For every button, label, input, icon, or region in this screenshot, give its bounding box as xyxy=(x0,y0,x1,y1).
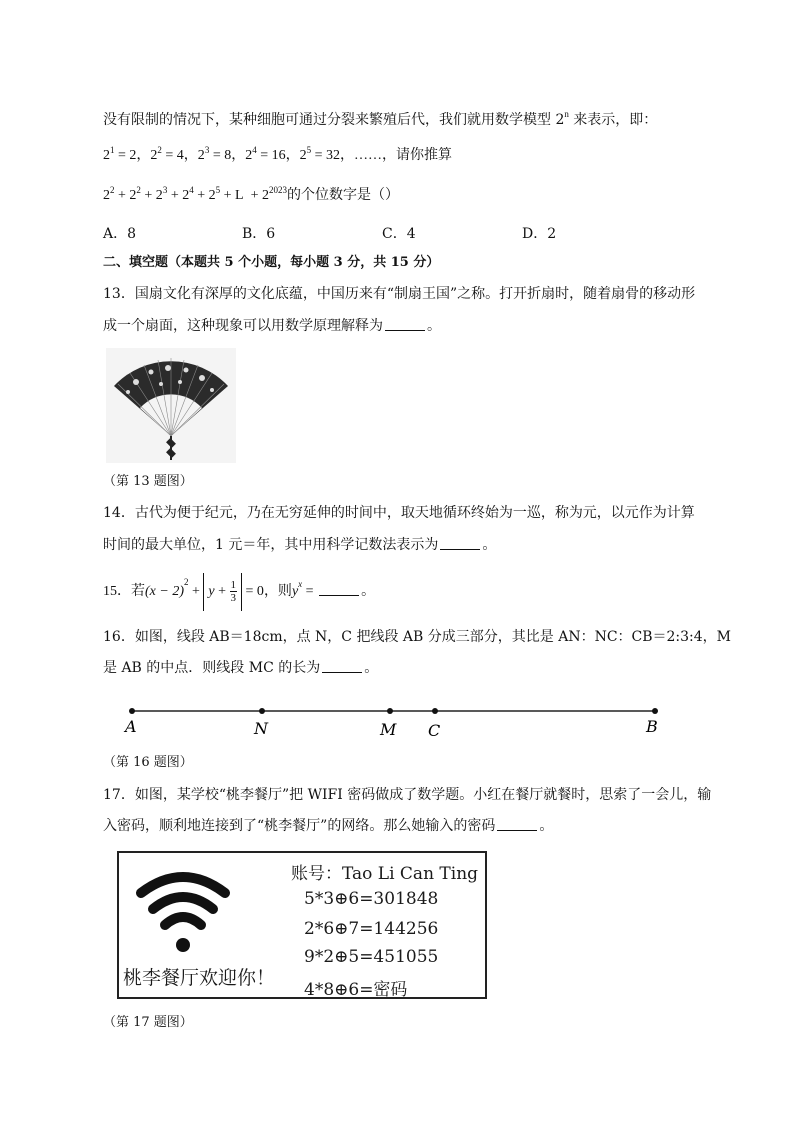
answer-blank[interactable] xyxy=(385,318,425,331)
q16-line1: 16．如图，线段 AB＝18cm，点 N，C 把线段 AB 分成三部分，其比是 AN：NC：CB＝2:3:4，M xyxy=(103,629,732,645)
q13-line2 xyxy=(103,316,441,336)
point-a-dot xyxy=(129,708,135,714)
q13-caption: （第 13 题图） xyxy=(103,474,193,489)
q14-line2 xyxy=(103,535,496,555)
equation-row: 2*6⊕7=144256 xyxy=(304,919,439,939)
q17-caption: （第 17 题图） xyxy=(103,1015,193,1030)
q17-line1: 17．如图，某学校“桃李餐厅”把 WIFI 密码做成了数学题。小红在餐厅就餐时，思索了一会儿，输 xyxy=(103,787,712,803)
q15-prefix: 15．若 xyxy=(103,584,145,599)
answer-blank[interactable] xyxy=(440,537,480,550)
term: = 32，……，请你推算 xyxy=(311,148,453,163)
point-c-dot xyxy=(432,708,438,714)
q15-line: 15．若$(x - 2)^2 + y$ + $\frac{1}{3}$ = 0，则$y^x$ = 。 xyxy=(103,572,375,612)
option-a[interactable]: A．8 xyxy=(103,226,137,242)
q14-text: 时间的最大单位，1 元＝年，其中用科学记数法表示为 xyxy=(103,537,439,553)
answer-blank[interactable] xyxy=(497,818,537,831)
term: = 8，2 xyxy=(209,148,253,163)
term: = 2，2 xyxy=(114,148,158,163)
term: = 4，2 xyxy=(161,148,205,163)
option-b[interactable]: B．6 xyxy=(242,226,276,242)
punct: 。 xyxy=(427,318,441,334)
answer-blank[interactable] xyxy=(319,583,359,596)
label-m: M xyxy=(380,720,397,739)
option-d[interactable]: D．2 xyxy=(522,226,557,242)
q14-line1: 14．古代为便于纪元，乃在无穷延伸的时间中，取天地循环终始为一巡，称为元，以元作为计算 xyxy=(103,505,695,521)
line-segment-figure xyxy=(110,692,680,742)
q17-text: 入密码，顺利地连接到了“桃李餐厅”的网络。那么她输入的密码 xyxy=(103,818,496,834)
label-c: C xyxy=(428,721,441,740)
q12-line2 xyxy=(103,146,452,166)
exp: 2 xyxy=(157,145,162,155)
q16-caption: （第 16 题图） xyxy=(103,755,193,770)
point-m-dot xyxy=(387,708,393,714)
label-n: N xyxy=(254,719,268,738)
q13-text: 成一个扇面，这种现象可以用数学原理解释为 xyxy=(103,318,383,334)
welcome-text: 桃李餐厅欢迎你！ xyxy=(123,967,276,989)
punct: 。 xyxy=(364,660,379,676)
punct: 。 xyxy=(539,818,554,834)
equation-row: 9*2⊕5=451055 xyxy=(304,947,439,967)
punct: 。 xyxy=(482,537,497,553)
q17-line2 xyxy=(103,816,553,836)
wifi-icon xyxy=(135,867,231,959)
folding-fan-image xyxy=(106,348,236,463)
account-label: 账号：Tao Li Can Ting xyxy=(291,864,479,884)
equation-row: 5*3⊕6=301848 xyxy=(304,889,439,909)
wifi-password-card xyxy=(117,851,487,999)
exp: 1 xyxy=(110,145,115,155)
exponent-n: n xyxy=(564,109,569,119)
point-b-dot xyxy=(652,708,658,714)
section-heading: 二、填空题（本题共 5 个小题，每小题 3 分，共 15 分） xyxy=(103,255,440,270)
exp: 4 xyxy=(252,145,257,155)
label-a: A xyxy=(125,717,137,736)
q12-line3: $2^2 + 2^2 + 2^3 + 2^4 + 2^5 + L + 2^{2023}$的个位数字是（） xyxy=(103,185,399,203)
q16-line2 xyxy=(103,658,378,678)
equation-row: 4*8⊕6=密码 xyxy=(304,980,408,1000)
punct: 。 xyxy=(361,584,376,599)
q16-text: 是 AB 的中点．则线段 MC 的长为 xyxy=(103,660,321,676)
exp: 5 xyxy=(306,145,312,155)
q12-text-end: 来表示，即： xyxy=(568,112,658,128)
q15-mid: ，则 xyxy=(263,584,292,599)
answer-blank[interactable] xyxy=(322,660,362,673)
q12-text: 没有限制的情况下，某种细胞可通过分裂来繁殖后代，我们就用数学模型 2 xyxy=(103,112,565,128)
q12-line1 xyxy=(103,104,657,130)
absolute-value: y + $\frac{1}{3}$ xyxy=(203,573,242,611)
exp: 3 xyxy=(204,145,210,155)
q13-line1: 13．国扇文化有深厚的文化底蕴，中国历来有“制扇王国”之称。打开折扇时，随着扇骨的移动形 xyxy=(103,286,696,302)
term: 2 xyxy=(103,148,110,163)
option-c[interactable]: C．4 xyxy=(382,226,416,242)
term: = 16，2 xyxy=(256,148,307,163)
label-b: B xyxy=(646,717,658,736)
q12-question-end: 的个位数字是（） xyxy=(286,188,399,203)
point-n-dot xyxy=(259,708,265,714)
